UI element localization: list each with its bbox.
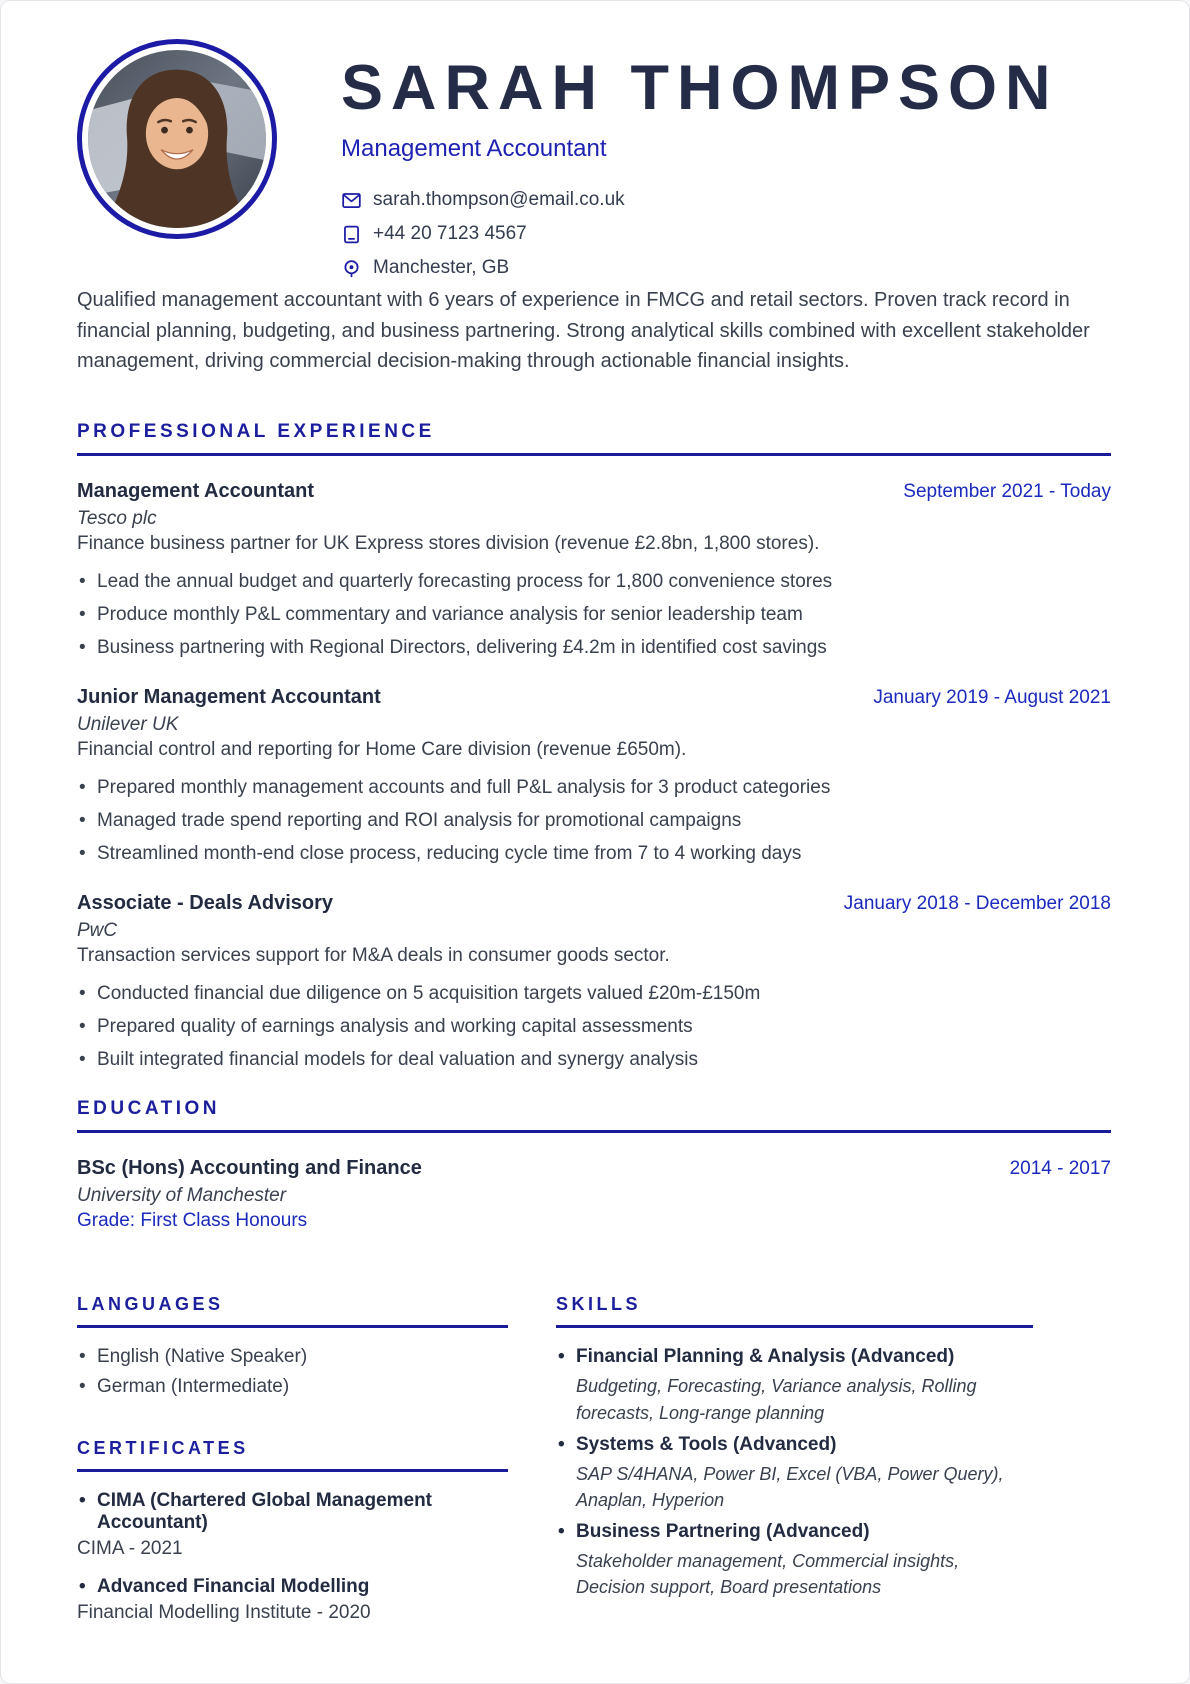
job-bullet: • Produce monthly P&L commentary and variance analysis for senior leadership team — [77, 602, 1111, 627]
certificate-entry — [77, 1490, 508, 1560]
language-item: • English (Native Speaker) — [77, 1346, 508, 1368]
education-school: University of Manchester — [77, 1185, 287, 1207]
section-education — [77, 1098, 1111, 1232]
section-certificates-heading: CERTIFICATES — [77, 1438, 508, 1472]
header-identity — [341, 39, 1059, 279]
profile-summary: Qualified management accountant with 6 years of experience in FMCG and retail sectors. Proven track record in financial planning, budgeting, and business partnering. Strong analytical skills combined with excellent stakeholder management, driving commercial decision-making through actionable financial insights. — [77, 289, 1090, 373]
job-company: Tesco plc — [77, 507, 157, 529]
candidate-name: SARAH THOMPSON — [341, 53, 1059, 123]
job-dates: September 2021 - Today — [903, 480, 1111, 502]
education-grade: Grade: First Class Honours — [77, 1210, 308, 1232]
resume-header — [77, 39, 1111, 279]
section-experience — [77, 421, 1111, 1073]
skill-name: • Financial Planning & Analysis (Advanced) — [556, 1346, 1033, 1368]
job-entry — [77, 686, 1111, 866]
job-title-row — [77, 480, 1111, 503]
right-column — [556, 1294, 1033, 1640]
skill-keywords: Budgeting, Forecasting, Variance analysis, Rolling forecasts, Long-range planning — [576, 1376, 977, 1423]
skill-keywords: SAP S/4HANA, Power BI, Excel (VBA, Power Query), Anaplan, Hyperion — [576, 1463, 1004, 1510]
job-bullet: • Prepared quality of earnings analysis and working capital assessments — [77, 1014, 1111, 1039]
job-bullet: • Built integrated financial models for deal valuation and synergy analysis — [77, 1047, 1111, 1072]
contact-location — [341, 257, 1059, 279]
profile-photo — [77, 39, 277, 239]
candidate-title: Management Accountant — [341, 135, 607, 162]
contact-location-text: Manchester, GB — [373, 257, 510, 278]
skill-name: • Systems & Tools (Advanced) — [556, 1434, 1033, 1456]
contact-email-text: sarah.thompson@email.co.uk — [373, 189, 625, 210]
certificate-name: • CIMA (Chartered Global Management Accountant) — [77, 1490, 508, 1534]
profile-photo-illustration — [88, 50, 266, 228]
left-column — [77, 1294, 508, 1640]
section-skills-heading: SKILLS — [556, 1294, 1033, 1328]
job-title-row — [77, 892, 1111, 915]
job-bullet: • Managed trade spend reporting and ROI analysis for promotional campaigns — [77, 808, 1111, 833]
job-description: Transaction services support for M&A deals in consumer goods sector. — [77, 945, 670, 967]
skill-entry — [556, 1434, 1033, 1513]
job-company: Unilever UK — [77, 714, 179, 736]
job-bullet: • Conducted financial due diligence on 5 acquisition targets valued £20m-£150m — [77, 981, 1111, 1006]
contact-phone-text: +44 20 7123 4567 — [373, 223, 527, 244]
job-title: Associate - Deals Advisory — [77, 892, 334, 915]
job-company: PwC — [77, 920, 118, 942]
job-dates: January 2018 - December 2018 — [843, 893, 1111, 915]
job-description: Financial control and reporting for Home Care division (revenue £650m). — [77, 739, 687, 761]
mail-icon — [341, 190, 362, 211]
job-bullet: • Business partnering with Regional Directors, delivering £4.2m in identified cost savings — [77, 635, 1111, 660]
job-bullet-list — [77, 775, 1111, 866]
section-languages — [77, 1294, 508, 1398]
job-entry — [77, 480, 1111, 660]
certificate-entry — [77, 1576, 508, 1624]
job-bullet-list — [77, 981, 1111, 1072]
job-entry — [77, 892, 1111, 1072]
contact-phone — [341, 223, 1059, 245]
section-education-heading: EDUCATION — [77, 1098, 1111, 1133]
bottom-columns — [77, 1294, 1111, 1640]
job-bullet: • Lead the annual budget and quarterly forecasting process for 1,800 convenience stores — [77, 569, 1111, 594]
contact-list — [341, 189, 1059, 279]
language-item: • German (Intermediate) — [77, 1376, 508, 1398]
certificate-issuer: CIMA - 2021 — [77, 1538, 183, 1560]
section-languages-heading: LANGUAGES — [77, 1294, 508, 1328]
education-degree: BSc (Hons) Accounting and Finance — [77, 1157, 422, 1180]
skill-entry — [556, 1521, 1033, 1600]
job-title: Junior Management Accountant — [77, 686, 381, 709]
phone-icon — [341, 224, 362, 245]
job-description: Finance business partner for UK Express stores division (revenue £2.8bn, 1,800 stores). — [77, 532, 820, 554]
skill-name: • Business Partnering (Advanced) — [556, 1521, 1033, 1543]
section-experience-heading: PROFESSIONAL EXPERIENCE — [77, 421, 1111, 456]
profile-photo-image — [88, 50, 266, 228]
education-title-row — [77, 1157, 1111, 1180]
location-icon — [341, 258, 362, 279]
job-bullet: • Prepared monthly management accounts and full P&L analysis for 3 product categories — [77, 775, 1111, 800]
job-title-row — [77, 686, 1111, 709]
certificate-issuer: Financial Modelling Institute - 2020 — [77, 1602, 371, 1624]
job-title: Management Accountant — [77, 479, 315, 502]
section-skills — [556, 1294, 1033, 1600]
job-bullet-list — [77, 569, 1111, 660]
job-dates: January 2019 - August 2021 — [873, 687, 1111, 709]
certificate-name: • Advanced Financial Modelling — [77, 1576, 508, 1598]
skill-entry — [556, 1346, 1033, 1425]
section-certificates — [77, 1438, 508, 1624]
skill-keywords: Stakeholder management, Commercial insights, Decision support, Board presentations — [576, 1550, 960, 1597]
contact-email — [341, 189, 1059, 211]
job-bullet: • Streamlined month-end close process, reducing cycle time from 7 to 4 working days — [77, 841, 1111, 866]
language-list — [77, 1346, 508, 1398]
education-dates: 2014 - 2017 — [1009, 1158, 1111, 1180]
